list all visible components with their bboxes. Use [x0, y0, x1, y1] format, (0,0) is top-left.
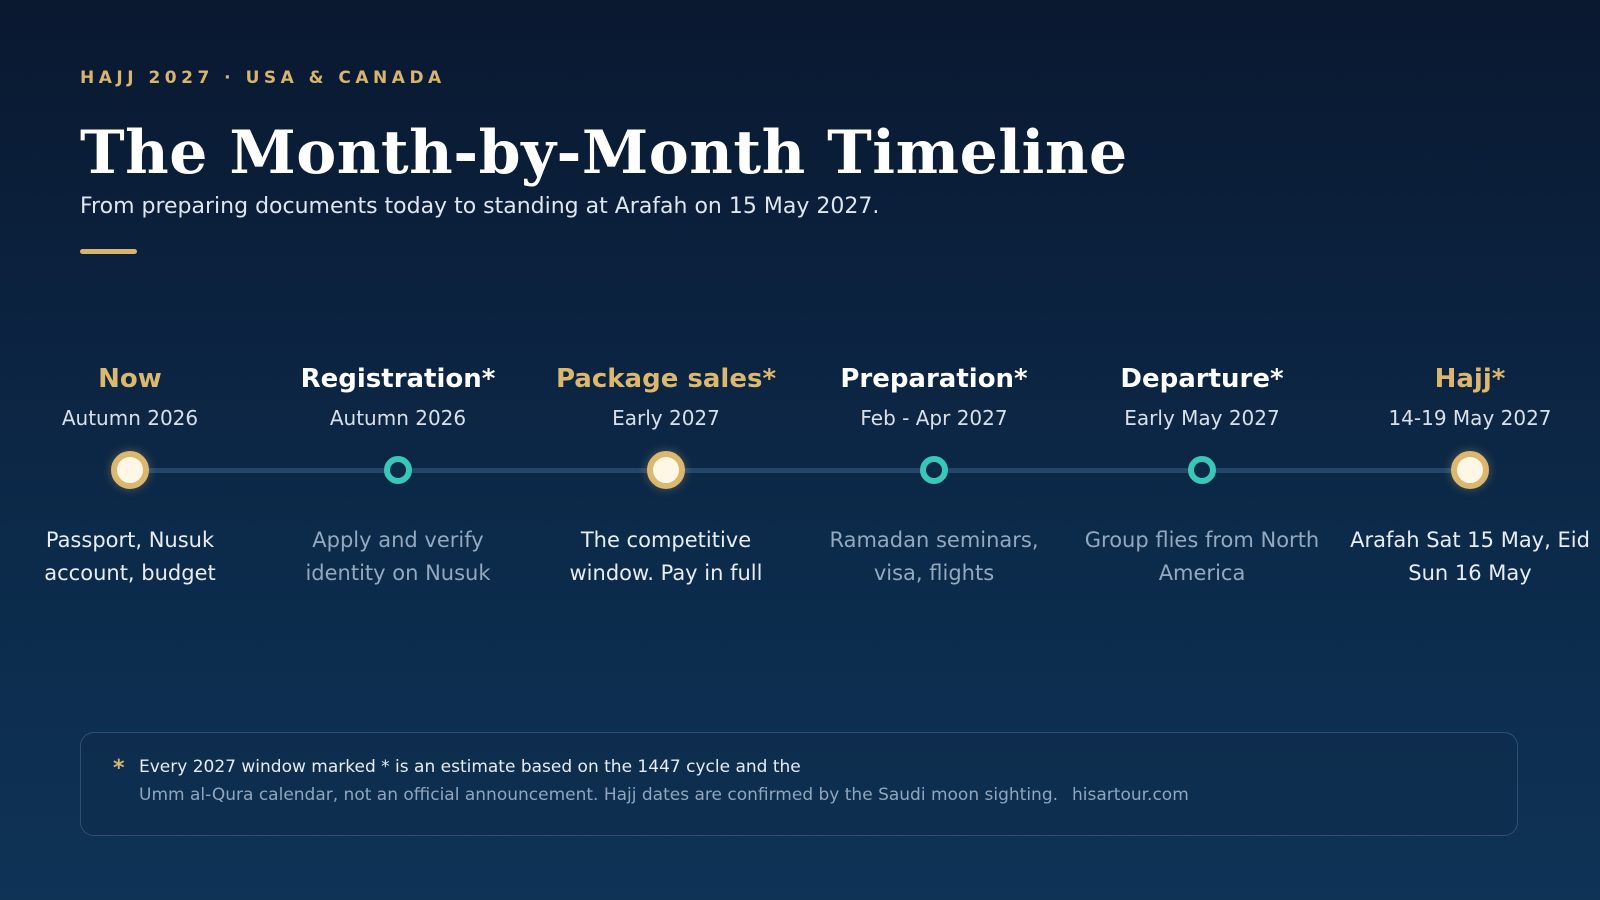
footnote-line-1: Every 2027 window marked * is an estimate based on the 1447 cycle and the: [139, 757, 801, 777]
footnote-line-2: [139, 785, 1189, 805]
page-title: The Month-by-Month Timeline: [80, 118, 1128, 188]
stage-node-minor: [1188, 456, 1216, 484]
stage-node-major: [647, 451, 685, 489]
footnote-box: [80, 732, 1518, 836]
asterisk-icon: *: [113, 756, 125, 781]
stage-description: Passport, Nusuk account, budget: [44, 528, 216, 585]
stage-date: 14-19 May 2027: [1388, 406, 1552, 430]
footnote-text: Umm al-Qura calendar, not an official announcement. Hajj dates are confirmed by the Saudi moon sighting.: [139, 785, 1059, 805]
timeline-track: [130, 468, 1470, 473]
stage-description: Arafah Sat 15 May, Eid Sun 16 May: [1350, 528, 1590, 585]
stage-title: Now: [98, 364, 162, 394]
stage-description: Apply and verify identity on Nusuk: [305, 528, 491, 585]
stage-title: Departure*: [1120, 364, 1284, 394]
stage-date: Autumn 2026: [329, 406, 467, 430]
stage-date: Early May 2027: [1124, 406, 1280, 430]
stage-date: Autumn 2026: [61, 406, 199, 430]
stage-date: Early 2027: [612, 406, 720, 430]
stage-node-minor: [920, 456, 948, 484]
stage-title: Preparation*: [840, 364, 1028, 394]
stage-description: The competitive window. Pay in full: [569, 528, 763, 585]
stage-description: Group flies from North America: [1084, 528, 1320, 585]
stage-title: Package sales*: [555, 364, 777, 394]
stage-title: Hajj*: [1434, 364, 1506, 394]
stage-node-major: [1451, 451, 1489, 489]
stage-date: Feb - Apr 2027: [860, 406, 1008, 430]
stage-node-minor: [384, 456, 412, 484]
website-link[interactable]: hisartour.com: [1072, 785, 1189, 805]
eyebrow-label: HAJJ 2027 · USA & CANADA: [80, 68, 446, 88]
stage-node-major: [111, 451, 149, 489]
stage-description: Ramadan seminars, visa, flights: [829, 528, 1039, 585]
page-subtitle: From preparing documents today to standing at Arafah on 15 May 2027.: [80, 194, 880, 219]
stage-title: Registration*: [300, 364, 496, 394]
